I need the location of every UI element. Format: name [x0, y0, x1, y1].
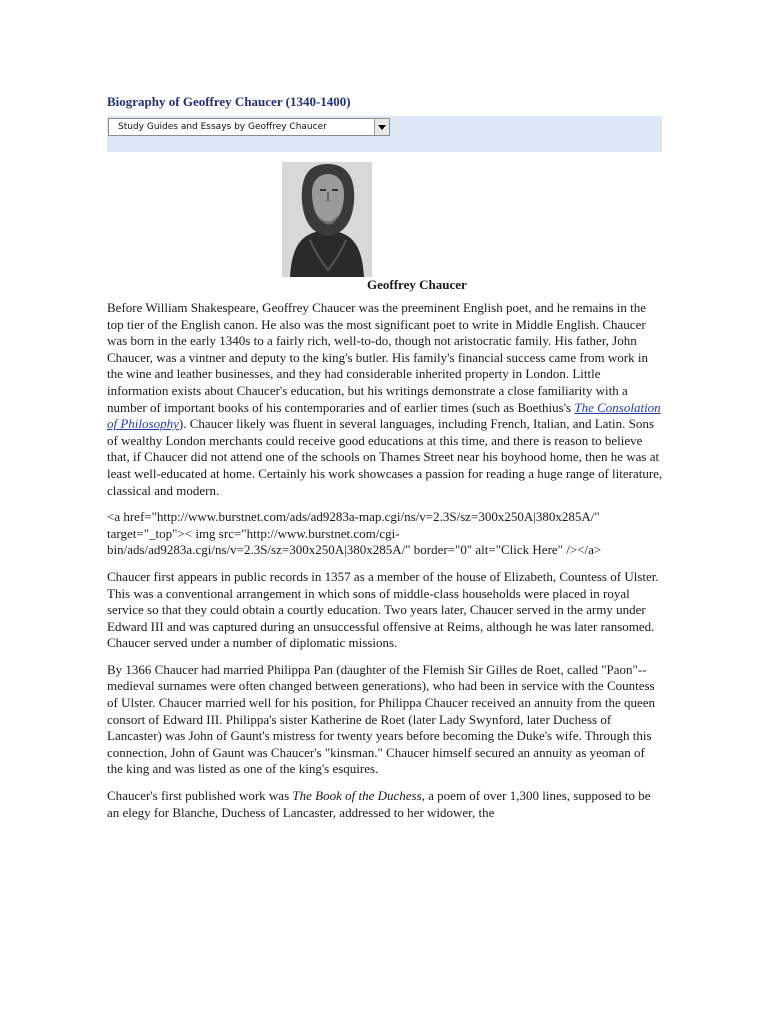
paragraph-5: [107, 788, 663, 821]
study-guides-bar: [107, 116, 662, 152]
biography-body: [107, 300, 663, 831]
paragraph-3: Chaucer first appears in public records in 1357 as a member of the house of Elizabeth, Countess of Ulster. This was a conventional arrangement in which sons of middle-class households were placed in royal service so that they could obtain a courtly education. Two years later, Chaucer served in the army under Edward III and was captured during an unsuccessful offensive at Reims, although he was later ransomed. Chaucer served under a number of diplomatic missions.: [107, 568, 659, 651]
study-guides-select[interactable]: [108, 118, 390, 136]
chevron-down-icon[interactable]: [374, 119, 389, 135]
study-guides-selected: Study Guides and Essays by Geoffrey Chaucer: [118, 122, 327, 132]
book-of-the-duchess-title: The Book of the Duchess: [292, 788, 422, 804]
paragraph-5-text-a: Chaucer's first published work was: [107, 788, 293, 804]
consolation-of-philosophy-link[interactable]: The Consolation of Philosophy: [107, 399, 661, 432]
portrait-caption: Geoffrey Chaucer: [367, 277, 467, 292]
paragraph-2: <a href="http://www.burstnet.com/ads/ad9283a-map.cgi/ns/v=2.3S/sz=300x250A|380x285A/" target="_top">< img src="http://www.burstnet.com/cgi-bin/ads/ad9283a.cgi/ns/v=2.3S/sz=300x250A|380x285A/" border="0" alt="Click Here" /></a>: [107, 509, 602, 558]
paragraph-5-text-b: , a poem of over 1,300 lines, supposed to be an elegy for Blanche, Duchess of Lancaster, addressed to her widower, the: [107, 788, 651, 820]
paragraph-4: By 1366 Chaucer had married Philippa Pan (daughter of the Flemish Sir Gilles de Roet, called "Paon"--medieval surnames were often changed between generations), who had been in service with the Countess of Ulster. Chaucer married well for his position, for Philippa Chaucer received an annuity from the queen consort of Edward III. Philippa's sister Katherine de Roet (later Lady Swynford, later Duchess of Lancaster) was John of Gaunt's mistress for twenty years before becoming the Duke's wife. Through this connection, John of Gaunt was Chaucer's "kinsman." Chaucer himself secured an annuity as yeoman of the king and was listed as one of the king's esquires.: [107, 661, 655, 777]
chaucer-portrait-image: [282, 162, 372, 277]
page-title: Biography of Geoffrey Chaucer (1340-1400): [107, 94, 351, 109]
paragraph-1-text-a: Before William Shakespeare, Geoffrey Chaucer was the preeminent English poet, and he remains in the top tier of the English canon. He also was the most significant poet to write in Middle English. Chaucer was born in the early 1340s to a fairly rich, well-to-do, though not aristocratic family. His father, John Chaucer, was a vintner and deputy to the king's butler. His family's financial success came from work in the wine and leather businesses, and they had considerable inherited property in London. Little information exists about Chaucer's education, but his writings demonstrate a close familiarity with a number of important books of his contemporaries and of earlier times (such as Boethius's: [107, 300, 648, 415]
paragraph-1: [107, 300, 663, 499]
paragraph-1-text-b: ). Chaucer likely was fluent in several languages, including French, Italian, and Latin. Sons of wealthy London merchants could receive good educations at this time, and there is reason to believe that, if Chaucer did not attend one of the schools on Thames Street near his boyhood home, then he was at least well-educated at home. Certainly his work showcases a passion for reading a huge range of literature, classical and modern.: [107, 416, 663, 498]
